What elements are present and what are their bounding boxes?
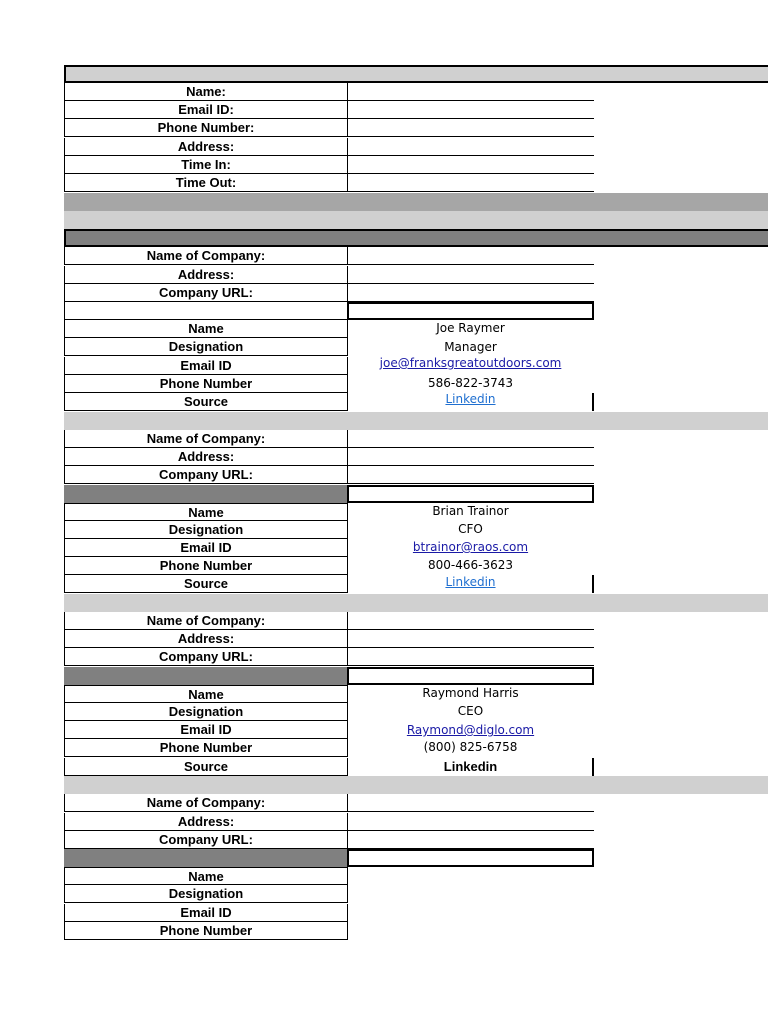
contact-source-label: Source xyxy=(64,758,348,776)
contact-name-value[interactable]: Raymond Harris xyxy=(422,686,519,700)
visitor-phone-label: Phone Number: xyxy=(64,119,348,137)
company-url-field[interactable] xyxy=(347,466,594,484)
company-url-field[interactable] xyxy=(347,284,594,302)
contact-email-link[interactable]: btrainor@raos.com xyxy=(412,540,529,554)
contact-source-value[interactable]: Linkedin xyxy=(443,759,498,774)
contact-email-label: Email ID xyxy=(64,357,348,375)
contact-designation-value[interactable]: CEO xyxy=(457,704,484,718)
company-url-label: Company URL: xyxy=(64,466,348,484)
company-url-field[interactable] xyxy=(347,648,594,666)
contact-name-label: Name xyxy=(64,867,348,885)
company-url-field[interactable] xyxy=(347,831,594,849)
company-name-label: Name of Company: xyxy=(64,430,348,448)
contact-phone-value[interactable]: 586-822-3743 xyxy=(427,376,513,390)
contact-email-label: Email ID xyxy=(64,721,348,739)
contact-phone-label: Phone Number xyxy=(64,557,348,575)
contact-designation-label: Designation xyxy=(64,885,348,903)
visitor-header-band xyxy=(64,65,768,83)
contact-designation-value[interactable]: Manager xyxy=(444,340,497,354)
dark-label-cell xyxy=(64,485,348,503)
visitor-address-label: Address: xyxy=(64,138,348,156)
contact-designation-label: Designation xyxy=(64,521,348,539)
separator-band xyxy=(64,211,768,229)
visitor-address-field[interactable] xyxy=(347,138,594,156)
blank-value-cell[interactable] xyxy=(347,849,594,867)
contact-email-link[interactable]: joe@franksgreatoutdoors.com xyxy=(379,356,562,370)
visitor-name-field[interactable] xyxy=(347,83,594,101)
border-line xyxy=(592,393,594,411)
separator-band xyxy=(64,193,768,211)
company-address-field[interactable] xyxy=(347,813,594,831)
separator-band xyxy=(64,412,768,430)
section-header-band xyxy=(64,229,768,247)
company-name-field[interactable] xyxy=(347,247,594,265)
visitor-time-in-field[interactable] xyxy=(347,156,594,174)
visitor-time-in-label: Time In: xyxy=(64,156,348,174)
company-name-label: Name of Company: xyxy=(64,794,348,812)
separator-band xyxy=(64,776,768,794)
separator-band xyxy=(64,594,768,612)
contact-name-label: Name xyxy=(64,685,348,703)
contact-name-value[interactable]: Joe Raymer xyxy=(436,321,505,335)
company-name-label: Name of Company: xyxy=(64,612,348,630)
visitor-name-label: Name: xyxy=(64,83,348,101)
contact-phone-label: Phone Number xyxy=(64,922,348,940)
contact-source-link[interactable]: Linkedin xyxy=(445,392,496,406)
company-address-label: Address: xyxy=(64,813,348,831)
contact-email-label: Email ID xyxy=(64,904,348,922)
company-name-field[interactable] xyxy=(347,794,594,812)
blank-value-cell[interactable] xyxy=(347,667,594,685)
visitor-time-out-label: Time Out: xyxy=(64,174,348,192)
visitor-phone-field[interactable] xyxy=(347,119,594,137)
company-url-label: Company URL: xyxy=(64,831,348,849)
visitor-email-field[interactable] xyxy=(347,101,594,119)
company-address-field[interactable] xyxy=(347,266,594,284)
contact-source-label: Source xyxy=(64,575,348,593)
company-name-field[interactable] xyxy=(347,430,594,448)
company-url-label: Company URL: xyxy=(64,648,348,666)
contact-phone-label: Phone Number xyxy=(64,739,348,757)
contact-designation-value[interactable]: CFO xyxy=(458,522,483,536)
contact-source-link[interactable]: Linkedin xyxy=(445,575,496,589)
contact-name-value[interactable]: Brian Trainor xyxy=(432,504,509,518)
border-line xyxy=(592,758,594,776)
contact-name-label: Name xyxy=(64,503,348,521)
dark-label-cell xyxy=(64,849,348,867)
blank-value-cell[interactable] xyxy=(347,485,594,503)
company-address-label: Address: xyxy=(64,266,348,284)
contact-source-label: Source xyxy=(64,393,348,411)
company-address-field[interactable] xyxy=(347,448,594,466)
contact-designation-label: Designation xyxy=(64,703,348,721)
company-name-label: Name of Company: xyxy=(64,247,348,265)
contact-designation-label: Designation xyxy=(64,338,348,356)
company-address-label: Address: xyxy=(64,448,348,466)
contact-email-link[interactable]: Raymond@diglo.com xyxy=(406,723,535,737)
border-line xyxy=(592,575,594,593)
contact-phone-value[interactable]: 800-466-3623 xyxy=(427,558,513,572)
company-address-field[interactable] xyxy=(347,630,594,648)
contact-email-label: Email ID xyxy=(64,539,348,557)
blank-label-cell xyxy=(64,302,348,320)
visitor-email-label: Email ID: xyxy=(64,101,348,119)
company-url-label: Company URL: xyxy=(64,284,348,302)
blank-value-cell[interactable] xyxy=(347,302,594,320)
company-name-field[interactable] xyxy=(347,612,594,630)
dark-label-cell xyxy=(64,667,348,685)
contact-name-label: Name xyxy=(64,320,348,338)
visitor-time-out-field[interactable] xyxy=(347,174,594,192)
company-address-label: Address: xyxy=(64,630,348,648)
contact-phone-label: Phone Number xyxy=(64,375,348,393)
contact-phone-value[interactable]: (800) 825-6758 xyxy=(423,740,518,754)
